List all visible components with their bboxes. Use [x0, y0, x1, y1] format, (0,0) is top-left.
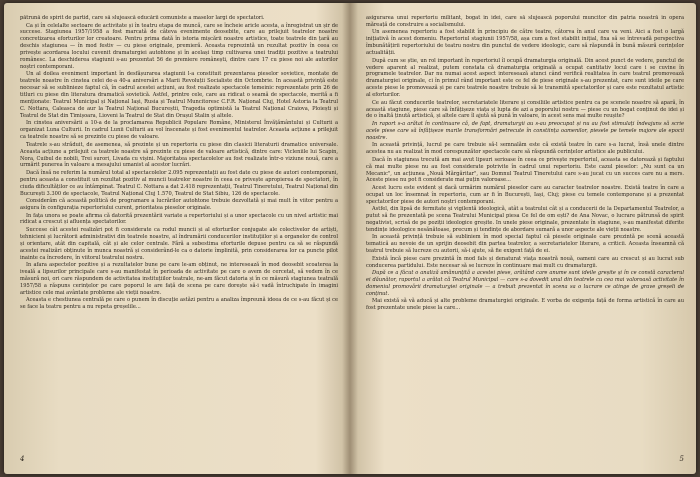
paragraph: Dacă în stagiunea trecută am mai avut lipsuri serioase în ceea ce privește repertoriul, aceasta se datorează și faptului că mai multe piese nu au fost considerate potrivite în cadrul unui repertoriu. Este cazul pieselor: „Nu sunt ca un Mecanic", un acțiunea „Nouă Mărgăritar", sau Domnul Teatrul Tineretului care s-au jucat cu un succes care nu a mers. Aceste piese nu pot fi considerate mai puțin valoroase... [366, 156, 684, 184]
paragraph: Astfel, din lipsă de fermitate și vigilentă ideologică, atât a teatrului cât și a conducerii de la Departamentul Teatrelor, a putut să fie prezentată pe scena Teatrului Municipal piesa Ce fel de om ești? de Ana Novac, o lucrare pătrunsă de spirit negativist, scrisă de pe poziții ideologice greșite. In unele piese originale, prezentate în stagiune, s-au manifestat diferite tendințe ideologice nesănătoase, precum și tendințe de abordare sumară a unor aspecte ale vieții noastre. [366, 206, 684, 233]
book-gutter [342, 3, 358, 474]
right-page [366, 15, 684, 467]
paragraph: Succese cât acestei realizări pot fi considerate ca rodul muncii și al eforturilor conjugate ale colectivelor de artiști, tehnicieni și lucrătorii administrativi din teatrele noastre, al îndrumării conducerilor instituțiilor și a organelor de control și orientare, atât din capitală, cât și ale celor centrale. Fără a subestima eforturile depuse pentru ca să se răspundă acestei realizări obținute în munca noastră și considerând-le ca o datorie împlinită, prin considerarea lor ca puncte pilot inainte ca încredere, în viitorul teatrului nostru. [20, 226, 338, 261]
paragraph: Teatrele s-au străduit, de asemenea, să prezinte și un repertoriu cu piese din clasicii literaturii dramatice universale. Aceasta acțiune a prilejuit ca teatrele noastre să prezinte cu piese de valoare artistică, dintre care: Vicleniile lui Scapin, Nora, Cuibul de nobili, Trei surori, Livada cu vișini. Majoritatea spectacolelor au fost realizate într-o viziune nouă, care a urmărit punerea în valoare a mesajului umanist al acestor lucrări. [20, 141, 338, 169]
paragraph: După ce a făcut o analiză amănunțită a acestei piese, arătând care anume sunt ideile greșite și în ce constă caracterul ei dăunător, raportul a arătat că Teatrul Municipal — care s-a dovedit unul din teatrele cu cea mai valoroasă activitate în domeniul promovării dramaturgiei originale — a trebuit prezentat în scena sa o lucrare ce atinge de grave greșeli de conținut. [366, 270, 684, 297]
paragraph: In raport s-a arătat în continuare că, de fapt, dramaturgii au s-au preocupat și nu au fost stimulați îndeajuns să scrie acele piese care să înfățișeze marile transformări petrecute în constiința oamenilor, piesele pe temele majore ale epocii noastre. [366, 120, 684, 141]
paragraph: Există încă piese care prezintă în mod fals și denaturat viața noastră nouă, oameni care au crescut și au lucrat sub conducerea partidului. Este necesar să se lucreze în continuare mai mult cu dramaturgii. [366, 255, 684, 269]
paragraph: asigurarea unui repertoriu militant, bogat în idei, care să slujească poporului muncitor din patria noastră în opera măreață de construire a socialismului. [366, 15, 684, 28]
right-page-number: 5 [679, 455, 684, 464]
paragraph: După cum se știe, un rol important în repertoriul îl ocupă dramaturgia originală. Din acest punct de vedere, punctul de vedere aparent al realizat, putem constata că dramaturgia originală a ocupat cantitativ locul care i se cuvine în programele teatrelor. Dar nu numai acest aspect interesează atunci când verifică realitatea în care teatrul promovează dramaturgiei originale, ci în primul rând important este ce fel de piese originale s-au prezentat, care sunt ideile pe care aceste piese le promovează și pe care teatrele noastre trebuie să le transmită spectatorilor și care este rezultatul artistic al eforturilor. [366, 57, 684, 99]
paragraph: In această privință trebuie să subliniem în mod special faptul că piesele originale care prezintă pe scenă această tematică au nevoie de un sprijin deosebit din partea teatrelor, a secretariatelor literare, a criticii. Aceasta înseamnă că teatrul trebuie să lucreze cu autorii, să-i ajute, să fie exigent față de ei. [366, 234, 684, 255]
left-page-number: 4 [20, 455, 25, 464]
paragraph: Ca și în celelalte sectoare de activitate și în teatru etapa de muncă, care se încheie aricle acesta, a înregistrat un șir de succese. Stagiunea 1957/1958 a fost marcată de câteva evenimente deosebite, care au prilejuit teatrelor noastre concretizarea eforturilor lor creatoare. Pentru prima dată în istoria mișcării noastre artistice, toate teatrele din țară au deschis stagiunea — în mod festiv — cu piese originale, premieră. Aceasta reprezintă un rezultat pozitiv în ceea ce privește acordarea locului cuvenit dramaturgiei autohtone și în același timp cultivarea unei tradiții pozitive a teatrului românesc. La deschiderea stagiunii s-au prezentat 56 de premiere românești, dintre care 17 cu piese noi ale autorilor noștri contemporani. [20, 22, 338, 70]
paragraph: Considerăm că această politică de programare a lucrărilor autohtone trebuie dezvoltată și mai mult în viitor pentru a asigura în configurația repertoriului curent, prioritatea pieselor originale. [20, 198, 338, 212]
paragraph: Aceasta e chestiunea centrală pe care o punem în discuție astăzi pentru a analiza împreună ideea de ce s-au făcut și ce se face la teatru pentru a nu repeta greșelile... [20, 297, 338, 311]
paragraph: Mai există să vă aducă și alte probleme dramaturgiei originale. E vorba de exigența față de forma artistică în care au fost prezentate unele piese la care... [366, 298, 684, 312]
right-page-text [366, 15, 684, 312]
paragraph: In fața unora se poate afirma că datorită prezentării variate a repertoriului și a unor spectacole cu un nivel artistic mai ridicat a crescut și afluența spectatorilor. [20, 212, 338, 226]
paragraph: Un asemenea repertoriu a fost stabilit în principiu de către teatre, câtorva în anul care va veni. Aici a fost o largă inițiativă în acest domeniu. Repertoriul stagiunii 1957/58, așa cum a fost stabilit inițial, fixa să se întrevadă perspectiva îmbunătățirii repertoriului de teatru nostru din punctul de vedere ideologic, care să răspundă în bună măsură cerințelor actualității. [366, 29, 684, 57]
left-page-text [20, 15, 338, 311]
paragraph: In afara aspectelor pozitive și a rezultatelor bune pe care le-am obținut, ne interesează în mod deosebit scoaterea la iveală a lipsurilor principale care s-au manifestat în perioada de activitate pe care o avem de cercetat, să vedem în ce măsură noi, ori care răspundem de activitatea instituțiilor teatrale, ne-am făcut datoria și în ce măsură stagiunea teatrală 1957/58 a răspuns cerințelor pe care poporul le are față de scena pe care dorește să-i vadă întruchipate în imagini artistice cele mai avântate probleme ale vieții noastre. [20, 262, 338, 296]
paragraph: Acest lucru este evident și dacă urmărim numărul pieselor care au caracter teatrelor noastre. Există teatre în care a ocupat un loc însemnat în repertoriu, cum ar fi în București, Iași, Cluj; piese cu temele contemporane și a prezentat spectatorilor piese de autori noștri contemporani. [366, 184, 684, 205]
paragraph: Un al doilea eveniment important în desfășurarea stagiunii l-a constituit prezentarea pieselor sovietice, montate de teatrele noastre în cinstea celei de-a 40-a aniversări a Marii Revoluții Socialiste din Octombrie. In această privință este necesar să se sublinieze faptul că, în cadrul acestei acțiuni, au fost realizate spectacole temeinic reprezentate prin 26 de titluri cu piese din literatura dramatică sovietică. Astfel, printre cele, care au ridicat o seamă de spectacole, merită a fi menționate: Teatrul Municipal și Național Iași, Rusia și Teatrul Muncitoresc C.F.R. Național Cluj, Hotel Astoria la Teatrul C. Nottara, Caleasca de aur la Teatrul Național Bucureștii, Tragedia optimistă la Teatrul Național Craiova, Ploiești și Teatrul de Stat din Timișoara, Lioveni la Teatrul de Stat din Orașul Stalin și altele. [20, 71, 338, 119]
paragraph: In această privință, lucrul pe care trebuie să-l semnalăm este că există teatre în care s-a lucrat, însă unele dintre acestea nu au realizat în mod corespunzător spectacole care să răspundă cerințelor artistice ale publicului. [366, 142, 684, 156]
book-spread [4, 3, 696, 474]
left-page [20, 15, 338, 467]
paragraph: In cinstea aniversării a 10-a de la proclamarea Republicii Populare Române, Ministerul Învățământului și Culturii a organizat Luna Culturii. In cadrul Lunii Culturii au vol înscenate și fost evenimentul teatrelor. Aceasta acțiune a prilejuit ca teatrele noastre să se prezinte cu piese de valoare. [20, 120, 338, 141]
paragraph: Ce au făcut conducerile teatrelor, secretariatele literare și consiliile artistice pentru ca pe scenele noastre să apară, în această stagiune, piese care să înfățișeze viața și lupta de azi a poporului nostru — piese cu un bogat conținut de idei și de o înaltă ținută artistică, și altele care îl ajută să pună în valoare, în acest sens mai multe reușite? [366, 99, 684, 120]
paragraph: Dacă însă ne referim la numărul total al spectacolelor 2.095 reprezentații au fost date cu piese de autori contemporani, pentru aceasta a constituit un rezultat pozitiv al muncii teatrelor noastre în ceea ce privește apropierea de spectatori, în ciuda dificultăților ce au întâmpinat. Teatrul C. Nottara a dat 2.418 reprezentații, Teatrul Tineretului, Teatrul Național din București 3.300 de spectacole, Teatrul Național Cluj 1.570, Teatrul de Stat Sibiu, 126 de spectacole. [20, 169, 338, 197]
paragraph: pătrună de spirit de partid, care să slujească educării comuniste a maselor largi de spectatori. [20, 15, 265, 21]
